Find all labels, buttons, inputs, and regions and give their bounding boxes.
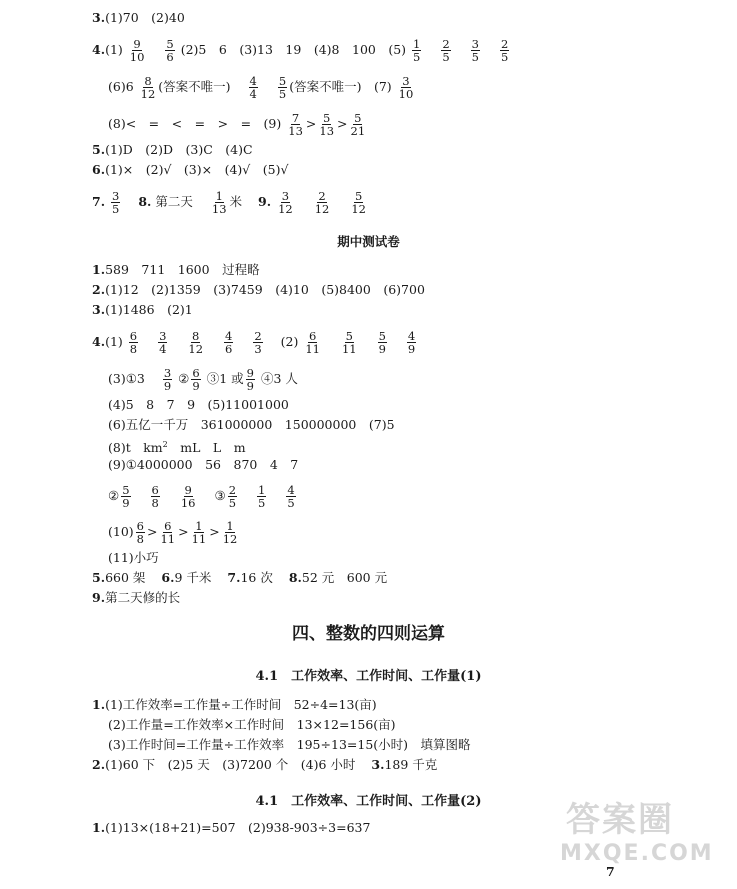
fraction: $\frac{6}{11}$ (305, 329, 320, 356)
fraction: $\frac{4}{4}$ (249, 74, 257, 101)
answer-5 (92, 142, 253, 158)
midterm-answer-4-line-3: (4)5 8 7 9 (5)11001000 (108, 397, 289, 412)
answer-text: (1) (105, 42, 123, 57)
question-number: 3. (92, 10, 106, 25)
answer-4-line-3 (108, 112, 368, 137)
question-number: 5. (92, 142, 106, 157)
answer-4-line-1 (92, 38, 511, 63)
answer-text: (1)13×(18+21)=507 (2)938-903÷3=637 (105, 820, 371, 835)
fraction: $\frac{3}{4}$ (159, 329, 167, 356)
question-number: 7. (92, 194, 106, 209)
fraction: $\frac{9}{9}$ (246, 366, 254, 393)
midterm-answer-4-line-4: (6)五亿一千万 361000000 150000000 (7)5 (108, 417, 395, 432)
midterm-answer-4-line-1 (92, 330, 418, 355)
section-heading: 4.1 工作效率、工作时间、工作量(2) (255, 794, 482, 809)
question-number: 7. (227, 570, 241, 585)
fraction: $\frac{5}{13}$ (319, 111, 335, 138)
question-number: 4. (92, 334, 106, 349)
midterm-title: 期中测试卷 (337, 234, 400, 249)
answer-text: 9 千米 (174, 570, 212, 585)
fraction: $\frac{1}{13}$ (211, 189, 227, 216)
midterm-answer-4-line-9: (11)小巧 (108, 550, 159, 565)
fraction: $\frac{3}{9}$ (163, 366, 172, 393)
fraction: $\frac{1}{5}$ (258, 483, 266, 510)
comparison-sign: > (337, 116, 348, 131)
answer-text: (1)70 (2)40 (105, 10, 185, 25)
fraction: $\frac{6}{8}$ (151, 483, 159, 510)
answer-text: (10) (108, 524, 134, 539)
question-number: 1. (92, 697, 106, 712)
answer-text: (8)t km (108, 440, 163, 456)
fraction: $\frac{4}{9}$ (407, 329, 416, 356)
fraction: $\frac{6}{11}$ (160, 519, 176, 546)
answer-text: ③1 或 (206, 371, 244, 386)
fraction: $\frac{1}{11}$ (191, 519, 207, 546)
answer-7-8-9 (92, 190, 369, 215)
section-answer-1a (92, 697, 377, 713)
answer-text: (3)①3 (108, 371, 145, 386)
question-number: 6. (92, 162, 106, 177)
question-number: 1. (92, 262, 106, 277)
comparison-sign: > (178, 524, 189, 539)
answer-text: (1)× (2)√ (3)× (4)√ (5)√ (105, 162, 289, 177)
fraction: $\frac{3}{12}$ (278, 189, 293, 216)
answer-text: 16 次 (240, 570, 273, 585)
midterm-answer-4-line-8 (108, 520, 240, 545)
answer-text: 660 架 (105, 570, 146, 585)
unit-text: 米 (229, 194, 243, 209)
fraction: $\frac{6}{8}$ (136, 519, 144, 546)
question-number: 4. (92, 42, 106, 57)
fraction: $\frac{5}{6}$ (166, 37, 174, 64)
fraction: $\frac{9}{16}$ (180, 483, 196, 510)
fraction: $\frac{3}{10}$ (398, 74, 414, 101)
fraction: $\frac{8}{12}$ (140, 74, 156, 101)
fraction: $\frac{9}{10}$ (129, 37, 145, 64)
question-number: 2. (92, 757, 106, 772)
midterm-answer-4-line-7 (108, 484, 298, 509)
midterm-answer-4-line-6: (9)①4000000 56 870 4 7 (108, 457, 299, 472)
question-number: 2. (92, 282, 106, 297)
question-number: 9. (92, 590, 106, 605)
answer-text: 189 千克 (384, 757, 438, 772)
answer-text: (1)60 下 (2)5 天 (3)7200 个 (4)6 小时 (105, 757, 356, 772)
fraction: $\frac{2}{5}$ (500, 37, 509, 64)
question-number: 9. (258, 194, 272, 209)
fraction: $\frac{5}{9}$ (378, 329, 386, 356)
answer-text: (1)1486 (2)1 (105, 302, 193, 317)
midterm-answer-5-8 (92, 570, 387, 586)
fraction: $\frac{2}{3}$ (254, 329, 262, 356)
fraction: $\frac{2}{5}$ (228, 483, 237, 510)
question-number: 3. (371, 757, 385, 772)
question-number: 3. (92, 302, 106, 317)
superscript: 2 (162, 440, 168, 449)
midterm-answer-4-line-5 (108, 437, 246, 456)
midterm-answer-9 (92, 590, 180, 606)
answer-text: ② (108, 488, 120, 503)
midterm-answer-1 (92, 262, 260, 278)
midterm-answer-4-line-2 (108, 367, 298, 392)
answer-6 (92, 162, 288, 178)
answer-text: mL L m (167, 440, 246, 456)
fraction: $\frac{6}{9}$ (192, 366, 200, 393)
fraction: $\frac{4}{6}$ (225, 329, 233, 356)
fraction: $\frac{2}{5}$ (442, 37, 450, 64)
answer-4-line-2 (108, 75, 416, 100)
answer-text: 第二天 (155, 194, 193, 209)
page-number: 7 (606, 864, 615, 879)
fraction: $\frac{5}{21}$ (350, 111, 366, 138)
fraction: $\frac{5}{11}$ (341, 329, 357, 356)
section-answer-2-3 (92, 757, 437, 773)
fraction: $\frac{4}{5}$ (287, 483, 295, 510)
fraction: $\frac{5}{12}$ (351, 189, 366, 216)
question-number: 5. (92, 570, 106, 585)
fraction: $\frac{2}{12}$ (314, 189, 330, 216)
fraction: $\frac{1}{12}$ (222, 519, 238, 546)
fraction: $\frac{5}{9}$ (122, 483, 130, 510)
question-number: 8. (288, 570, 302, 585)
watermark-logo (560, 800, 714, 880)
fraction: $\frac{8}{12}$ (188, 329, 204, 356)
answer-text: (1)12 (2)1359 (3)7459 (4)10 (5)8400 (6)700 (105, 282, 425, 297)
midterm-answer-3 (92, 302, 193, 318)
question-number: 1. (92, 820, 106, 835)
answer-text: (答案不唯一) (158, 79, 231, 94)
section-2-answer-1 (92, 820, 370, 836)
fraction: $\frac{5}{5}$ (278, 74, 287, 101)
answer-text: (答案不唯一) (7) (289, 79, 392, 94)
comparison-sign: > (147, 524, 158, 539)
section-answer-1b: (2)工作量=工作效率×工作时间 13×12=156(亩) (108, 717, 396, 732)
answer-text: (2)5 6 (3)13 19 (4)8 100 (5) (180, 42, 407, 57)
answer-text: ③ (214, 488, 226, 503)
answer-text: (1)工作效率=工作量÷工作时间 52÷4=13(亩) (105, 697, 377, 712)
comparison-sign: > (209, 524, 220, 539)
answer-text: (8)< = < = > = (9) (108, 116, 282, 131)
fraction: $\frac{6}{8}$ (129, 329, 138, 356)
question-number: 8. (138, 194, 152, 209)
answer-text: ② (178, 371, 190, 386)
section-answer-1c: (3)工作时间=工作量÷工作效率 195÷13=15(小时) 填算图略 (108, 737, 471, 752)
answer-text: (1) (105, 334, 123, 349)
answer-3 (92, 10, 185, 26)
answer-text: 第二天修的长 (105, 590, 181, 605)
answer-text: 589 711 1600 过程略 (105, 262, 260, 277)
question-number: 6. (161, 570, 175, 585)
answer-text: ④3 人 (260, 371, 298, 386)
fraction: $\frac{3}{5}$ (471, 37, 479, 64)
watermark-url: MXQE.COM (560, 841, 714, 866)
answer-text: (1)D (2)D (3)C (4)C (105, 142, 253, 157)
fraction: $\frac{3}{5}$ (112, 189, 120, 216)
comparison-sign: > (305, 116, 317, 131)
watermark-text: 答案圈 (566, 800, 674, 840)
answer-text: (2) (280, 334, 299, 349)
fraction: $\frac{7}{13}$ (288, 111, 303, 138)
fraction: $\frac{1}{5}$ (413, 37, 421, 64)
section-heading: 4.1 工作效率、工作时间、工作量(1) (255, 669, 482, 684)
chapter-title: 四、整数的四则运算 (292, 624, 445, 644)
midterm-answer-2 (92, 282, 425, 298)
answer-text: 52 元 600 元 (301, 570, 388, 585)
answer-text: (6)6 (108, 79, 134, 94)
